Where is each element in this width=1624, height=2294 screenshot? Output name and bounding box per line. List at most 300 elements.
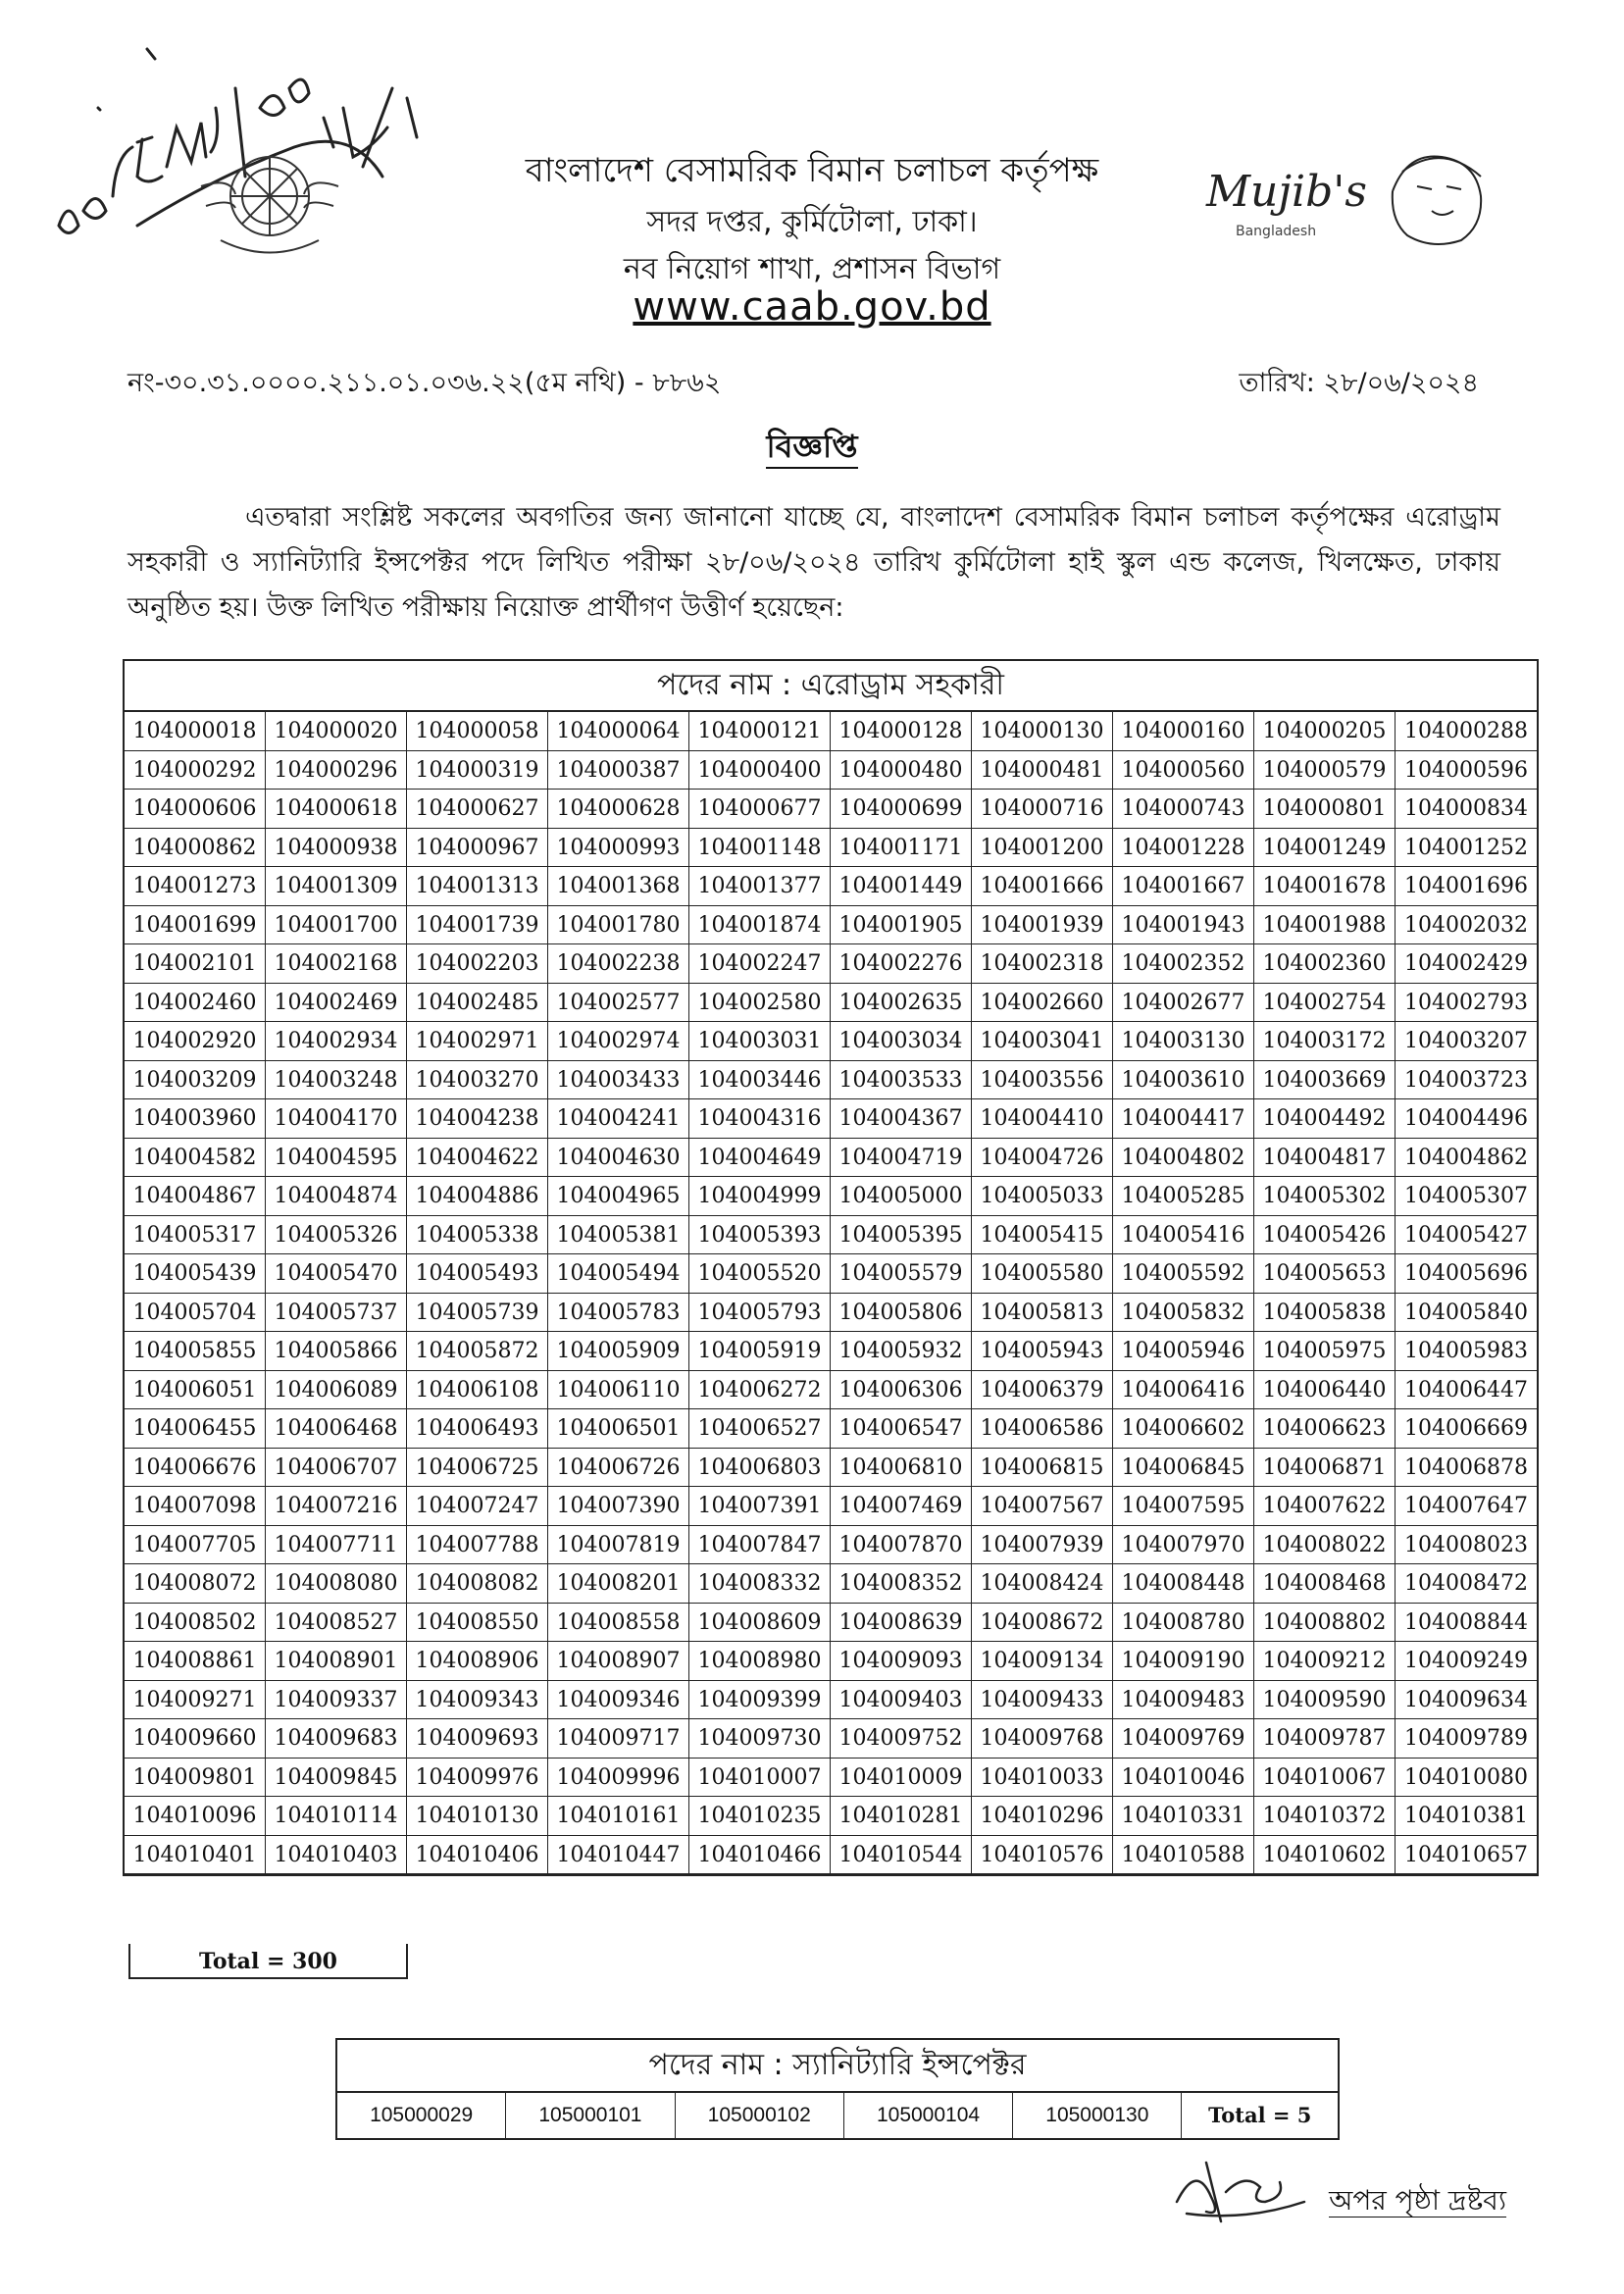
roll-number-cell: 104000801 (1254, 790, 1396, 829)
roll-number-cell: 104000481 (972, 751, 1113, 790)
roll-number-cell: 104000560 (1113, 751, 1254, 790)
roll-number-cell: 104002469 (266, 984, 407, 1023)
roll-number-cell: 104006051 (125, 1371, 266, 1410)
roll-number-cell: 104000618 (266, 790, 407, 829)
roll-number-cell: 104009346 (548, 1681, 689, 1720)
roll-number-cell: 104002971 (407, 1022, 548, 1061)
roll-number-cell: 104001939 (972, 906, 1113, 945)
roll-number-cell: 104002318 (972, 944, 1113, 984)
roll-number-cell: 104003031 (689, 1022, 831, 1061)
svg-text:Mujib's: Mujib's (1206, 167, 1367, 217)
roll-number-cell: 104005415 (972, 1216, 1113, 1255)
roll-number-cell: 104003960 (125, 1099, 266, 1139)
roll-number-cell: 104003270 (407, 1061, 548, 1100)
roll-number-cell: 104007711 (266, 1526, 407, 1565)
roll-number-cell: 104003248 (266, 1061, 407, 1100)
roll-number-cell: 104003556 (972, 1061, 1113, 1100)
roll-number-cell: 104010657 (1396, 1836, 1537, 1875)
roll-number-cell: 104008352 (831, 1564, 972, 1604)
roll-number-cell: 104001943 (1113, 906, 1254, 945)
roll-number-cell: 104005696 (1396, 1254, 1537, 1294)
roll-number-cell: 104002238 (548, 944, 689, 984)
roll-number-cell: 104007391 (689, 1487, 831, 1526)
roll-number-cell: 104008861 (125, 1642, 266, 1681)
roll-number-cell: 104005737 (266, 1294, 407, 1333)
roll-number-cell: 104009190 (1113, 1642, 1254, 1681)
roll-number-cell: 104009801 (125, 1759, 266, 1798)
roll-number-cell: 104001678 (1254, 867, 1396, 906)
roll-number-cell: 104002247 (689, 944, 831, 984)
roll-number-cell: 104008780 (1113, 1604, 1254, 1643)
roll-number-cell: 104006586 (972, 1409, 1113, 1449)
roll-number-cell: 104010372 (1254, 1797, 1396, 1836)
roll-number-cell: 104002920 (125, 1022, 266, 1061)
roll-number-cell: 104009996 (548, 1759, 689, 1798)
roll-number-cell: 104000743 (1113, 790, 1254, 829)
roll-number-cell: 104000699 (831, 790, 972, 829)
roll-number-cell: 104006676 (125, 1449, 266, 1488)
roll-number-cell: 104005806 (831, 1294, 972, 1333)
roll-number-cell: 104005855 (125, 1332, 266, 1371)
roll-number-cell: 104001200 (972, 829, 1113, 868)
sanitary-inspector-roll-row (337, 2093, 1338, 2138)
roll-number-cell: 104008332 (689, 1564, 831, 1604)
roll-number-cell: 104000993 (548, 829, 689, 868)
roll-number-cell: 104007647 (1396, 1487, 1537, 1526)
roll-number-cell: 104002974 (548, 1022, 689, 1061)
roll-number-cell: 104004241 (548, 1099, 689, 1139)
roll-number-cell: 104004630 (548, 1139, 689, 1178)
roll-number-cell: 104010602 (1254, 1836, 1396, 1875)
roll-number-cell: 104000716 (972, 790, 1113, 829)
roll-number-cell: 104007469 (831, 1487, 972, 1526)
roll-number-cell: 104009787 (1254, 1719, 1396, 1759)
roll-number-cell: 104010033 (972, 1759, 1113, 1798)
website-link[interactable]: www.caab.gov.bd (633, 284, 991, 330)
roll-number-cell: 104002934 (266, 1022, 407, 1061)
roll-number-cell: 104005653 (1254, 1254, 1396, 1294)
roll-number-cell: 104010576 (972, 1836, 1113, 1875)
roll-number-cell: 104001666 (972, 867, 1113, 906)
roll-number-cell: 104005704 (125, 1294, 266, 1333)
aerodrome-assistant-roll-grid (125, 712, 1537, 1874)
roll-number-cell: 104010114 (266, 1797, 407, 1836)
roll-number-cell: 104002032 (1396, 906, 1537, 945)
roll-number-cell: 104002352 (1113, 944, 1254, 984)
roll-number-cell: 104009093 (831, 1642, 972, 1681)
svg-text:Bangladesh: Bangladesh (1236, 224, 1317, 239)
roll-number-cell: 104000288 (1396, 712, 1537, 751)
roll-number-cell: 104001368 (548, 867, 689, 906)
roll-number-cell: 104000400 (689, 751, 831, 790)
roll-number-cell: 104002677 (1113, 984, 1254, 1023)
roll-number-cell: 104007788 (407, 1526, 548, 1565)
roll-number-cell: 104008448 (1113, 1564, 1254, 1604)
roll-number-cell: 104002101 (125, 944, 266, 984)
roll-number-cell: 104009337 (266, 1681, 407, 1720)
roll-number-cell: 104003446 (689, 1061, 831, 1100)
roll-number-cell: 104007870 (831, 1526, 972, 1565)
roll-number-cell: 104004867 (125, 1177, 266, 1216)
roll-number-cell: 104003130 (1113, 1022, 1254, 1061)
roll-number-cell: 104006810 (831, 1449, 972, 1488)
roll-number-cell: 104010235 (689, 1797, 831, 1836)
roll-number-cell: 104009403 (831, 1681, 972, 1720)
roll-number-cell: 104002580 (689, 984, 831, 1023)
roll-number-cell: 104000606 (125, 790, 266, 829)
roll-number-cell: 104002660 (972, 984, 1113, 1023)
roll-number-cell: 104000020 (266, 712, 407, 751)
roll-number-cell: 104009343 (407, 1681, 548, 1720)
roll-number-cell: 104000862 (125, 829, 266, 868)
notice-date: তারিখ: ২৮/০৬/২০২৪ (1239, 368, 1479, 398)
sanitary-inspector-table (335, 2038, 1340, 2140)
roll-number-cell: 104002635 (831, 984, 972, 1023)
roll-number-cell: 104006602 (1113, 1409, 1254, 1449)
roll-number-cell: 104005975 (1254, 1332, 1396, 1371)
roll-number-cell: 104005832 (1113, 1294, 1254, 1333)
roll-number-cell: 104005983 (1396, 1332, 1537, 1371)
roll-number-cell: 104008022 (1254, 1526, 1396, 1565)
roll-number-cell: 104002168 (266, 944, 407, 984)
roll-number-cell: 104007705 (125, 1526, 266, 1565)
roll-number-cell: 104000064 (548, 712, 689, 751)
roll-number-cell: 105000130 (1013, 2093, 1182, 2138)
roll-number-cell: 104009769 (1113, 1719, 1254, 1759)
roll-number-cell: 104002485 (407, 984, 548, 1023)
roll-number-cell: 104004496 (1396, 1099, 1537, 1139)
roll-number-cell: 104005427 (1396, 1216, 1537, 1255)
aerodrome-assistant-table-title: পদের নাম : এরোড্রাম সহকারী (125, 661, 1537, 712)
roll-number-cell: 104005866 (266, 1332, 407, 1371)
roll-number-cell: 104000596 (1396, 751, 1537, 790)
roll-number-cell: 105000104 (844, 2093, 1013, 2138)
roll-number-cell: 104003209 (125, 1061, 266, 1100)
roll-number-cell: 104001905 (831, 906, 972, 945)
roll-number-cell: 104006272 (689, 1371, 831, 1410)
roll-number-cell: 104006468 (266, 1409, 407, 1449)
roll-number-cell: 104003723 (1396, 1061, 1537, 1100)
roll-number-cell: 104007939 (972, 1526, 1113, 1565)
roll-number-cell: 104006725 (407, 1449, 548, 1488)
roll-number-cell: 104004886 (407, 1177, 548, 1216)
roll-number-cell: 104005579 (831, 1254, 972, 1294)
roll-number-cell: 104005580 (972, 1254, 1113, 1294)
roll-number-cell: 104009976 (407, 1759, 548, 1798)
roll-number-cell: 104004622 (407, 1139, 548, 1178)
roll-number-cell: 104000205 (1254, 712, 1396, 751)
roll-number-cell: 104001252 (1396, 829, 1537, 868)
roll-number-cell: 104005416 (1113, 1216, 1254, 1255)
roll-number-cell: 104005285 (1113, 1177, 1254, 1216)
roll-number-cell: 104000319 (407, 751, 548, 790)
roll-number-cell: 105000101 (506, 2093, 675, 2138)
roll-number-cell: 104003433 (548, 1061, 689, 1100)
organization-name: বাংলাদেশ বেসামরিক বিমান চলাচল কর্তৃপক্ষ (525, 151, 1099, 190)
roll-number-cell: 104005838 (1254, 1294, 1396, 1333)
sanitary-inspector-table-title: পদের নাম : স্যানিট্যারি ইন্সপেক্টর (337, 2040, 1338, 2093)
roll-number-cell: 104005739 (407, 1294, 548, 1333)
roll-number-cell: 104000677 (689, 790, 831, 829)
see-overleaf-note (1329, 2179, 1506, 2225)
roll-number-cell: 104007819 (548, 1526, 689, 1565)
roll-number-cell: 104001739 (407, 906, 548, 945)
roll-number-cell: 104005326 (266, 1216, 407, 1255)
roll-number-cell: 104008906 (407, 1642, 548, 1681)
headquarters-address: সদর দপ্তর, কুর্মিটোলা, ঢাকা। (646, 205, 978, 239)
roll-number-cell: 104009634 (1396, 1681, 1537, 1720)
roll-number-cell: 104006726 (548, 1449, 689, 1488)
roll-number-cell: 104007970 (1113, 1526, 1254, 1565)
roll-number-cell: 104006379 (972, 1371, 1113, 1410)
roll-number-cell: 104006845 (1113, 1449, 1254, 1488)
roll-number-cell: 104004802 (1113, 1139, 1254, 1178)
roll-number-cell: 104006501 (548, 1409, 689, 1449)
roll-number-cell: 104006803 (689, 1449, 831, 1488)
roll-number-cell: 104009590 (1254, 1681, 1396, 1720)
roll-number-cell: 104005470 (266, 1254, 407, 1294)
roll-number-cell: 104006493 (407, 1409, 548, 1449)
roll-number-cell: 104009752 (831, 1719, 972, 1759)
roll-number-cell: 104005813 (972, 1294, 1113, 1333)
roll-number-cell: 104001377 (689, 867, 831, 906)
roll-number-cell: 104010403 (266, 1836, 407, 1875)
roll-number-cell: 104000579 (1254, 751, 1396, 790)
roll-number-cell: 104005307 (1396, 1177, 1537, 1216)
roll-number-cell: 104008550 (407, 1604, 548, 1643)
roll-number-cell: 104006089 (266, 1371, 407, 1410)
roll-number-cell: 104002577 (548, 984, 689, 1023)
roll-number-cell: 104006447 (1396, 1371, 1537, 1410)
roll-number-cell: 104010009 (831, 1759, 972, 1798)
roll-number-cell: 104000938 (266, 829, 407, 868)
roll-number-cell: 104005395 (831, 1216, 972, 1255)
roll-number-cell: 104006108 (407, 1371, 548, 1410)
roll-number-cell: 104005338 (407, 1216, 548, 1255)
roll-number-cell: 104005909 (548, 1332, 689, 1371)
roll-number-cell: 104001148 (689, 829, 831, 868)
roll-number-cell: 104002460 (125, 984, 266, 1023)
roll-number-cell: 104006547 (831, 1409, 972, 1449)
roll-number-cell: 104002360 (1254, 944, 1396, 984)
roll-number-cell: 104001874 (689, 906, 831, 945)
roll-number-cell: 104003533 (831, 1061, 972, 1100)
roll-number-cell: 104010296 (972, 1797, 1113, 1836)
roll-number-cell: 104009845 (266, 1759, 407, 1798)
roll-number-cell: 105000102 (676, 2093, 844, 2138)
roll-number-cell: 104000296 (266, 751, 407, 790)
roll-number-cell: 104008672 (972, 1604, 1113, 1643)
roll-number-cell: 104005381 (548, 1216, 689, 1255)
roll-number-cell: 104005494 (548, 1254, 689, 1294)
roll-number-cell: 104004367 (831, 1099, 972, 1139)
roll-number-cell: 104003034 (831, 1022, 972, 1061)
roll-number-cell: 104009483 (1113, 1681, 1254, 1720)
roll-number-cell: 104008639 (831, 1604, 972, 1643)
roll-number-cell: 104009683 (266, 1719, 407, 1759)
roll-number-cell: 104001313 (407, 867, 548, 906)
roll-number-cell: 104002276 (831, 944, 972, 984)
roll-number-cell: 104001309 (266, 867, 407, 906)
roll-number-cell: 104006878 (1396, 1449, 1537, 1488)
roll-number-cell: 104005393 (689, 1216, 831, 1255)
roll-number-cell: 104006440 (1254, 1371, 1396, 1410)
signature (1167, 2143, 1324, 2231)
roll-number-cell: 104009717 (548, 1719, 689, 1759)
roll-number-cell: 104002754 (1254, 984, 1396, 1023)
notice-title-text: বিজ্ঞপ্তি (766, 428, 857, 469)
roll-number-cell: 104004170 (266, 1099, 407, 1139)
roll-number-cell: 104009768 (972, 1719, 1113, 1759)
roll-number-cell: 104010401 (125, 1836, 266, 1875)
roll-number-cell: 104005033 (972, 1177, 1113, 1216)
roll-number-cell: 104000160 (1113, 712, 1254, 751)
roll-number-cell: 104008907 (548, 1642, 689, 1681)
roll-number-cell: 104004726 (972, 1139, 1113, 1178)
roll-number-cell: 104008472 (1396, 1564, 1537, 1604)
roll-number-cell: 104000628 (548, 790, 689, 829)
roll-number-cell: 104005783 (548, 1294, 689, 1333)
roll-number-cell: 104002429 (1396, 944, 1537, 984)
roll-number-cell: 104010281 (831, 1797, 972, 1836)
roll-number-cell: 104000128 (831, 712, 972, 751)
roll-number-cell: 104006306 (831, 1371, 972, 1410)
notice-title (0, 422, 1624, 475)
roll-number-cell: 104008082 (407, 1564, 548, 1604)
roll-number-cell: 104010161 (548, 1797, 689, 1836)
roll-number-cell: 104000967 (407, 829, 548, 868)
roll-number-cell: 104008201 (548, 1564, 689, 1604)
roll-number-cell: 104004238 (407, 1099, 548, 1139)
branch-name: নব নিয়োগ শাখা, প্রশাসন বিভাগ (623, 252, 1001, 286)
roll-number-cell: 104006815 (972, 1449, 1113, 1488)
roll-number-cell: 104005426 (1254, 1216, 1396, 1255)
roll-number-cell: 104010096 (125, 1797, 266, 1836)
roll-number-cell: 104000121 (689, 712, 831, 751)
roll-number-cell: 104004862 (1396, 1139, 1537, 1178)
roll-number-cell: 104004719 (831, 1139, 972, 1178)
roll-number-cell: 104006871 (1254, 1449, 1396, 1488)
roll-number-cell: 104003207 (1396, 1022, 1537, 1061)
roll-number-cell: 104008072 (125, 1564, 266, 1604)
roll-number-cell: 104010130 (407, 1797, 548, 1836)
roll-number-cell: 104005439 (125, 1254, 266, 1294)
roll-number-cell: 104005302 (1254, 1177, 1396, 1216)
sanitary-inspector-total: Total = 5 (1208, 2103, 1312, 2127)
roll-number-cell: 104000480 (831, 751, 972, 790)
roll-number-cell: 104010067 (1254, 1759, 1396, 1798)
roll-number-cell: 104009433 (972, 1681, 1113, 1720)
aerodrome-assistant-total: Total = 300 (128, 1944, 408, 1979)
roll-number-cell: 104005872 (407, 1332, 548, 1371)
roll-number-cell: 104005946 (1113, 1332, 1254, 1371)
roll-number-cell: 104005840 (1396, 1294, 1537, 1333)
roll-number-cell: 104000834 (1396, 790, 1537, 829)
roll-number-cell: 104002793 (1396, 984, 1537, 1023)
roll-number-cell: 104006707 (266, 1449, 407, 1488)
roll-number-cell: 104010381 (1396, 1797, 1537, 1836)
roll-number-cell: 104004649 (689, 1139, 831, 1178)
roll-number-cell: 104008844 (1396, 1604, 1537, 1643)
roll-number-cell: 104001449 (831, 867, 972, 906)
roll-number-cell: 104006455 (125, 1409, 266, 1449)
roll-number-cell: 104007247 (407, 1487, 548, 1526)
roll-number-cell: 104005000 (831, 1177, 972, 1216)
roll-number-cell: 104004999 (689, 1177, 831, 1216)
roll-number-cell: 104008901 (266, 1642, 407, 1681)
roll-number-cell: 104005317 (125, 1216, 266, 1255)
aerodrome-assistant-table (123, 659, 1539, 1876)
roll-number-cell: 104003610 (1113, 1061, 1254, 1100)
roll-number-cell: 104008023 (1396, 1526, 1537, 1565)
roll-number-cell: 104009399 (689, 1681, 831, 1720)
roll-number-cell: 104004965 (548, 1177, 689, 1216)
roll-number-cell: 104008802 (1254, 1604, 1396, 1643)
roll-number-cell: 104006527 (689, 1409, 831, 1449)
roll-number-cell: 104008527 (266, 1604, 407, 1643)
see-overleaf-text: অপর পৃষ্ঠা দ্রষ্টব্য (1329, 2184, 1506, 2217)
roll-number-cell: 104001696 (1396, 867, 1537, 906)
roll-number-cell: 104009134 (972, 1642, 1113, 1681)
roll-number-cell: 104010447 (548, 1836, 689, 1875)
roll-number-cell: 104010331 (1113, 1797, 1254, 1836)
roll-number-cell: 104010544 (831, 1836, 972, 1875)
roll-number-cell: 104008424 (972, 1564, 1113, 1604)
roll-number-cell: 104008468 (1254, 1564, 1396, 1604)
roll-number-cell: 104009730 (689, 1719, 831, 1759)
roll-number-cell: 104009660 (125, 1719, 266, 1759)
roll-number-cell: 104009789 (1396, 1719, 1537, 1759)
roll-number-cell: 104007622 (1254, 1487, 1396, 1526)
roll-number-cell: 104009212 (1254, 1642, 1396, 1681)
roll-number-cell: 104007567 (972, 1487, 1113, 1526)
roll-number-cell: 104010007 (689, 1759, 831, 1798)
roll-number-cell: 104005493 (407, 1254, 548, 1294)
roll-number-cell: 104006416 (1113, 1371, 1254, 1410)
roll-number-cell: 104009271 (125, 1681, 266, 1720)
roll-number-cell: 104001699 (125, 906, 266, 945)
roll-number-cell: 104007390 (548, 1487, 689, 1526)
roll-number-cell: 104000058 (407, 712, 548, 751)
roll-number-cell: 104001228 (1113, 829, 1254, 868)
roll-number-cell: 104010046 (1113, 1759, 1254, 1798)
roll-number-cell: 104009693 (407, 1719, 548, 1759)
roll-number-cell: 104008980 (689, 1642, 831, 1681)
roll-number-cell: 104004316 (689, 1099, 831, 1139)
roll-number-cell: 104008558 (548, 1604, 689, 1643)
roll-number-cell: 104007595 (1113, 1487, 1254, 1526)
roll-number-cell: 104003669 (1254, 1061, 1396, 1100)
roll-number-cell: 104006110 (548, 1371, 689, 1410)
roll-number-cell: 105000029 (337, 2093, 506, 2138)
roll-number-cell: 104005919 (689, 1332, 831, 1371)
roll-number-cell: 104000292 (125, 751, 266, 790)
roll-number-cell: 104000387 (548, 751, 689, 790)
roll-number-cell: 104001273 (125, 867, 266, 906)
roll-number-cell: 104004582 (125, 1139, 266, 1178)
roll-number-cell: 104001988 (1254, 906, 1396, 945)
roll-number-cell: 104003041 (972, 1022, 1113, 1061)
roll-number-cell: 104004410 (972, 1099, 1113, 1139)
roll-number-cell: 104004492 (1254, 1099, 1396, 1139)
roll-number-cell: 104009249 (1396, 1642, 1537, 1681)
roll-number-cell: 104002203 (407, 944, 548, 984)
roll-number-cell: 104006623 (1254, 1409, 1396, 1449)
reference-number: নং-৩০.৩১.০০০০.২১১.০১.০৩৬.২২(৫ম নথি) - ৮৮৬২ (127, 368, 722, 398)
roll-number-cell: 104000130 (972, 712, 1113, 751)
roll-number-cell: 104010588 (1113, 1836, 1254, 1875)
roll-number-cell: 104003172 (1254, 1022, 1396, 1061)
